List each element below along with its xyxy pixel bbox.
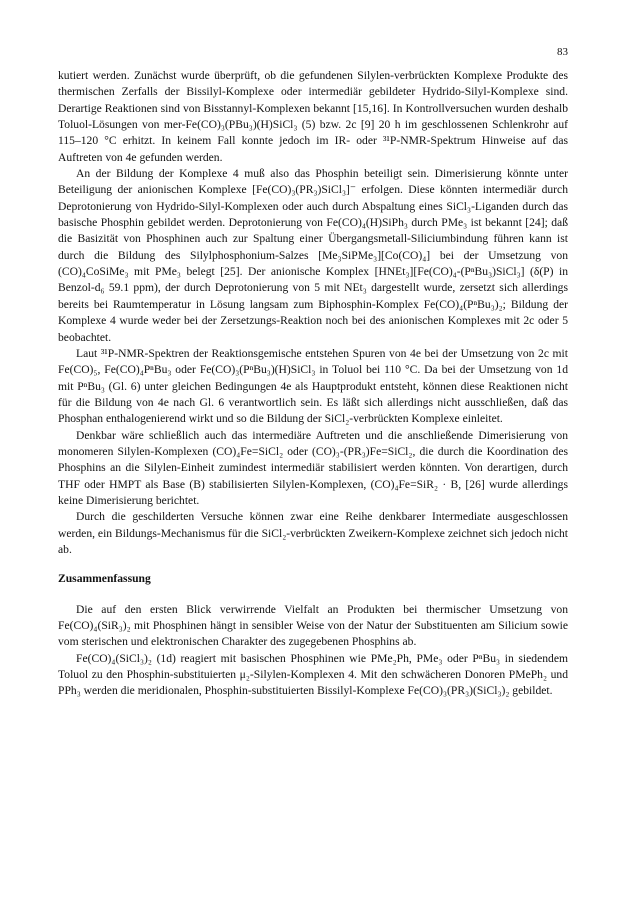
section-heading: Zusammenfassung (58, 572, 151, 586)
page-number: 83 (557, 46, 568, 58)
summary-paragraph-2: Fe(CO)₄(SiCl₃)₂ (1d) reagiert mit basischen Phosphinen wie PMe₂Ph, PMe₃ oder PⁿBu₃ in siedendem Toluol zu den Phosphin-substituierten μ₂-Silylen-Komplexen 4. Mit den schwächeren Donoren PMePh₂ und PPh₃ werden die meridionalen, Phosphin-substituierten Bissilyl-Komplexe Fe(CO)₃(PR₃)(SiCl₃)₂ gebildet. (58, 651, 568, 698)
paragraph-nmr-spektren: Laut ³¹P-NMR-Spektren der Reaktionsgemische entstehen Spuren von 4e bei der Umsetzung von 2c mit Fe(CO)₅, Fe(CO)₄PⁿBu₃ oder Fe(CO)₃(PⁿBu₃)(H)SiCl₃ in Toluol bei 110 °C. Da bei der Umsetzung von 1d mit PⁿBu₃ (Gl. 6) unter gleichen Bedingungen 4e als Hauptprodukt entsteht, können diese Reaktionen nicht für die Bildung von 4e nach Gl. 6 verantwortlich sein. Es läßt sich allerdings nicht ausschließen, daß das Phosphan enthalogenierend wirkt und so die Bildung der SiCl₂-verbrückten Komplexe einleitet. (58, 346, 568, 426)
paragraph-continuation: kutiert werden. Zunächst wurde überprüft, ob die gefundenen Silylen-verbrückten Komplexe Produkte des thermischen Zerfalls der Bissilyl-Komplexe oder intermediär gebildeter Hydrido-Silyl-Komplexe sind. Derartige Reaktionen sind von Bisstannyl-Komplexen bekannt [15,16]. In Kontrollversuchen wurden deshalb Toluol-Lösungen von mer-Fe(CO)₃(PBu₃)(H)SiCl₃ (5) bzw. 2c [9] 20 h im geschlossenen Schlenkrohr auf 115–120 °C erhitzt. In keinem Fall konnte jedoch im IR- oder ³¹P-NMR-Spektrum Hinweise auf das Auftreten von 4e gefunden werden. (58, 69, 568, 164)
paragraph-silylen-komplexe: Denkbar wäre schließlich auch das intermediäre Auftreten und die anschließende Dimerisierung von monomeren Silylen-Komplexen (CO)₄Fe=SiCl₂ oder (CO)₃-(PR₃)Fe=SiCl₂, die durch die Koordination des Phosphins an die Silylen-Einheit zumindest intermediär stabilisiert werden könnten. Von derartigen, durch THF oder HMPT als Base (B) stabilisierten Silylen-Komplexen, (CO)₄Fe=SiR₂ · B, [26] wurde allerdings keine Dimerisierung berichtet. (58, 428, 568, 507)
paragraph-versuche: Durch die geschilderten Versuche können zwar eine Reihe denkbarer Intermediate ausgeschlossen werden, ein Bildungs-Mechanismus für die SiCl₂-verbrückten Zweikern-Komplexe zeichnet sich jedoch nicht ab. (58, 510, 568, 556)
paragraph-phosphin-beteiligung: An der Bildung der Komplexe 4 muß also das Phosphin beteiligt sein. Dimerisierung könnte unter Beteiligung der anionischen Komplexe [Fe(CO)₃(PR₃)SiCl₃]⁻ erfolgen. Diese könnten intermediär durch Deprotonierung von Hydrido-Silyl-Komplexen oder auch durch Abspaltung eines SiCl₃-Liganden durch das basische Phosphin gebildet werden. Deprotonierung von Fe(CO)₄(H)SiPh₃ durch PMe₃ ist bekannt [24]; daß die Basizität von Phosphinen auch zur Spaltung einer Übergangsmetall-Siliciumbindung führen kann ist durch die Bildung des Silylphosphonium-Salzes [Me₃SiPMe₃][Co(CO)₄] bei der Umsetzung von (CO)₄CoSiMe₃ mit PMe₃ belegt [25]. Der anionische Komplex [HNEt₃][Fe(CO)₄-(PⁿBu₃)SiCl₃] (δ(P) in Benzol-d₆ 59.1 ppm), der durch Deprotonierung von 5 mit NEt₃ dargestellt wurde, zersetzt sich allerdings bereits bei Raumtemperatur in Lösung langsam zum Biphosphin-Komplex Fe(CO)₄(PⁿBu₃)₂; Bildung der Komplexe 4 wurde weder bei der Zersetzungs-Reaktion noch bei des anionischen Komplexes mit 2c oder 5 beobachtet. (58, 167, 568, 344)
summary-paragraph-1: Die auf den ersten Blick verwirrende Vielfalt an Produkten bei thermischer Umsetzung von Fe(CO)₄(SiR₃)₂ mit Phosphinen hängt in sensibler Weise von der Natur der Substituenten am Silicium sowie vom sterischen und elektronischen Charakter des zugegebenen Phosphins ab. (58, 602, 568, 649)
body-text (58, 68, 568, 700)
